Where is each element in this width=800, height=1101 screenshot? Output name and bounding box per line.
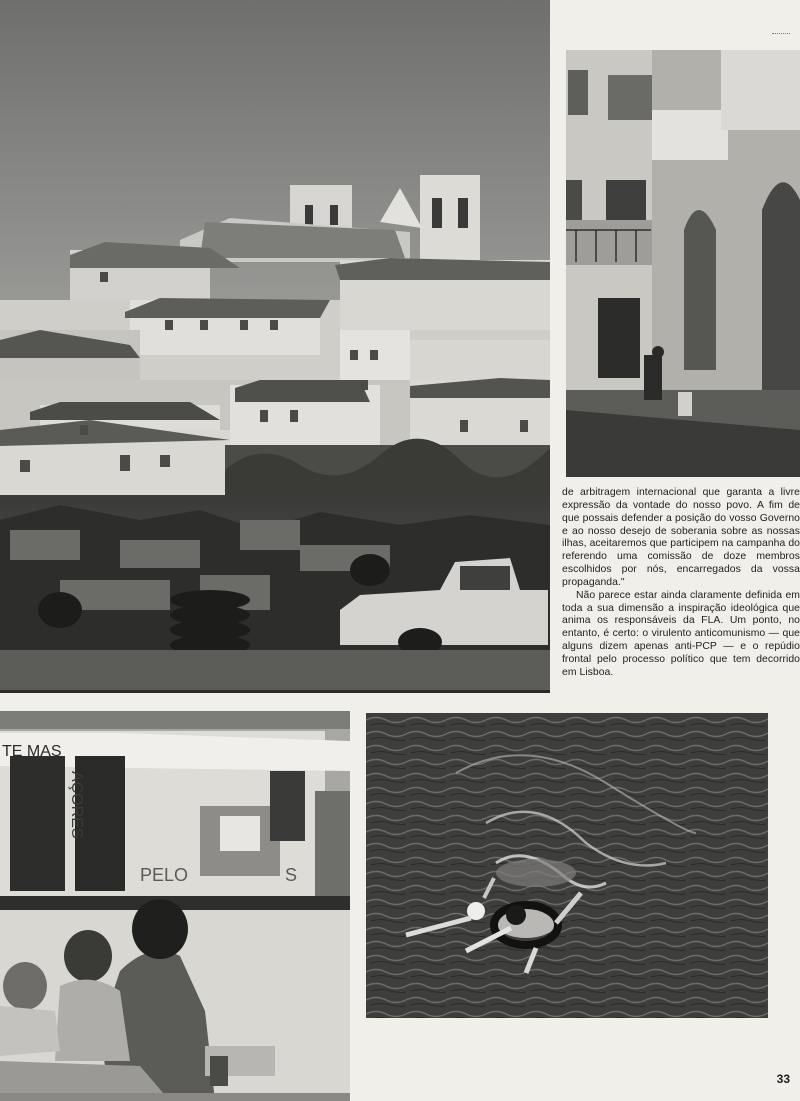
article-paragraph: de arbitragem internacional que garanta a livre expressão da vontade do nosso povo. A fim de que possais defender a posição do vosso Governo e ao nosso desejo de soberania sobre as nossas ilhas, aceitaremos que participem na campanha do referendo uma comissão de doze membros escolhidos por nós, encarregados da vossa propaganda." [562, 487, 800, 588]
graffiti-vertical: AÇORES [68, 771, 85, 839]
article-text [562, 487, 800, 680]
beach-children-image [0, 711, 350, 1101]
town-junkyard-image [0, 0, 550, 693]
photo-town-junkyard [0, 0, 550, 693]
article-paragraph: Não parece estar ainda claramente definida em toda a sua dimensão a inspiração ideológica que anima os responsáveis da FLA. Um ponto, no entanto, é certo: o virulento anticomunismo — que alguns dizem apenas anti-PCP — e o repúdio frontal pelo processo político que tem decorrido em Lisboa. [562, 589, 800, 678]
photo-beach-children [0, 711, 350, 1101]
sea-swimmers-image [366, 713, 768, 1018]
corner-mark [772, 33, 790, 36]
graffiti-right: S [285, 865, 298, 885]
photo-street-arches [566, 50, 800, 477]
page-number: 33 [776, 1072, 790, 1086]
graffiti-bottom: PELO [140, 865, 189, 885]
graffiti-left: TE MAS [2, 743, 62, 760]
street-arches-image [566, 50, 800, 477]
photo-sea-swimmers [366, 713, 768, 1018]
